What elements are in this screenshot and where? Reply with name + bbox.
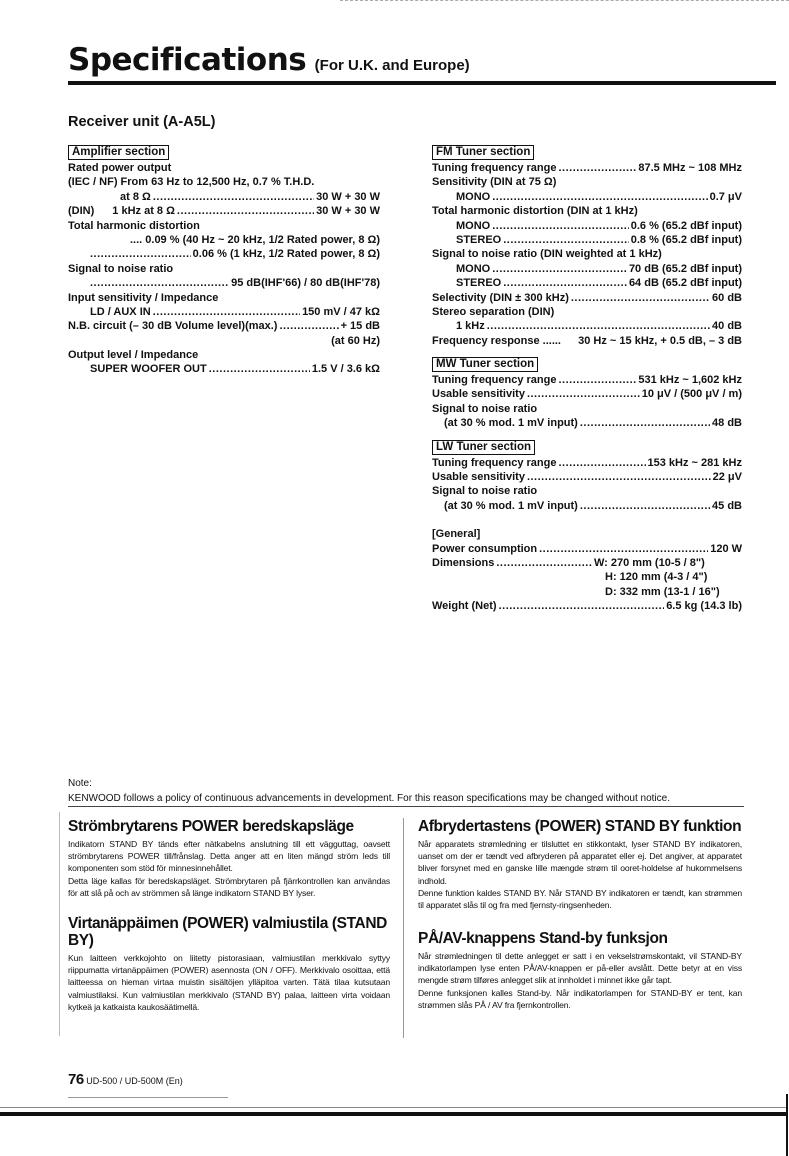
snr-value: 95 dB(IHF'66) / 80 dB(IHF'78) xyxy=(231,277,380,290)
input-heading: Input sensitivity / Impedance xyxy=(68,291,219,304)
leader-dots xyxy=(527,470,711,484)
nb-circuit-value: + 15 dB xyxy=(340,320,380,333)
spec-row-fm-sens-mono xyxy=(432,190,742,204)
leader-dots xyxy=(499,599,665,613)
fm-thd-stereo-value: 0.8 % (65.2 dBf input) xyxy=(630,233,742,246)
spec-row-snr xyxy=(68,276,380,290)
mw-snr-value: 48 dB xyxy=(712,417,742,430)
spec-row-mw-snr xyxy=(432,416,742,430)
power-consumption-label: Power consumption xyxy=(432,542,538,555)
amplifier-spec-block xyxy=(68,145,380,377)
swedish-title: Strömbrytarens POWER beredskapsläge xyxy=(68,818,354,835)
fm-stereo-sep-heading: Stereo separation (DIN) xyxy=(432,305,555,318)
spec-row-nb-circuit xyxy=(68,319,380,333)
weight-label: Weight (Net) xyxy=(432,600,497,613)
leader-dots xyxy=(580,416,710,430)
spec-row-ld-aux xyxy=(68,305,380,319)
leader-dots xyxy=(580,499,710,513)
page-title-text: Specifications xyxy=(68,42,307,78)
dimensions-label: Dimensions xyxy=(432,556,495,569)
bottom-thick-rule xyxy=(0,1112,787,1116)
leader-dots xyxy=(153,305,300,319)
super-woofer-value: 1.5 V / 3.6 kΩ xyxy=(311,363,380,376)
thd2-value: 0.06 % (1 kHz, 1/2 Rated power, 8 Ω) xyxy=(192,248,380,261)
leader-dots xyxy=(492,190,707,204)
fm-snr-heading: Signal to noise ratio (DIN weighted at 1 kHz) xyxy=(432,248,662,261)
leader-dots xyxy=(279,319,338,333)
danish-title: Afbrydertastens (POWER) STAND BY funktion xyxy=(418,818,742,835)
fm-snr-mono-label: MONO xyxy=(456,262,491,275)
leader-dots xyxy=(492,219,629,233)
lw-tuning-label: Tuning frequency range xyxy=(432,456,557,469)
spec-row-lw-tuning xyxy=(432,456,742,470)
danish-paragraph-2: Denne funktion kaldes STAND BY. Når STAND BY indikatoren er tændt, kan strømmen til apparatet slås til og fra med fjernsty-ringsenheden. xyxy=(418,887,742,911)
power-consumption-value: 120 W xyxy=(710,542,742,555)
lw-snr-value: 45 dB xyxy=(712,499,742,512)
ld-aux-value: 150 mV / 47 kΩ xyxy=(302,305,380,318)
leader-dots xyxy=(539,542,708,556)
weight-value: 6.5 kg (14.3 lb) xyxy=(666,600,742,613)
thd1-value: (40 Hz ~ 20 kHz, 1/2 Rated power, 8 Ω) xyxy=(182,233,380,246)
fm-sep-value: 40 dB xyxy=(712,320,742,333)
rated-power-heading: Rated power output xyxy=(68,162,172,174)
finnish-paragraph-1: Kun laitteen verkkojohto on liitetty pistorasiaan, valmiustilan merkkivalo syttyy riippumatta virtanäppäimen (POWER) asennosta (ON / OFF). Merkkivalo osoittaa, että laitteessa on hieman virtaa muistin sisältöjen ylläpitoa varten. Tätä tilaa kutsutaan valmiustilaksi. Kun valmiustilan merkkivalo (STAND BY) palaa, laitteen virta voidaan kytkeä ja katkaista kaukosäätimellä. xyxy=(68,953,390,1012)
footer-rule xyxy=(68,1097,228,1098)
dimensions-width: W: 270 mm (10-5 / 8") xyxy=(594,556,705,569)
fm-section-heading: FM Tuner section xyxy=(432,145,534,160)
fm-selectivity-label: Selectivity (DIN ± 300 kHz) xyxy=(432,291,569,304)
mw-snr-heading: Signal to noise ratio xyxy=(432,402,538,415)
spec-row-fm-snr-stereo xyxy=(432,276,742,290)
fm-sep-label: 1 kHz xyxy=(456,320,485,333)
spec-row-mw-tuning xyxy=(432,373,742,387)
iec-line: (IEC / NF) From 63 Hz to 12,500 Hz, 0.7 % T.H.D. xyxy=(68,176,315,189)
note-rule xyxy=(68,806,744,807)
spec-row-super-woofer xyxy=(68,362,380,376)
at8-value: 30 W + 30 W xyxy=(316,190,380,203)
norwegian-title: PÅ/AV-knappens Stand-by funksjon xyxy=(418,930,668,947)
at8-label: at 8 Ω xyxy=(120,190,151,203)
nb-circuit-label: N.B. circuit (– 30 dB Volume level)(max.) xyxy=(68,320,278,333)
din-prefix: (DIN) xyxy=(68,205,95,218)
din-label xyxy=(68,204,175,218)
spec-row-thd2 xyxy=(68,247,380,261)
mw-usable-value: 10 μV / (500 μV / m) xyxy=(641,388,742,401)
leader-dots xyxy=(487,319,710,333)
amplifier-section-heading: Amplifier section xyxy=(68,145,169,160)
danish-paragraph-1: Når apparatets strømledning er tilsluttet en stikkontakt, lyser STAND BY indikatoren, uanset om der er tændt ved afbryderen på apparatet eller ej. Det angiver, at apparatet bliver forsynet med en ganske lille mængde strøm til ooret-holdelse af hukommelsens indhold. xyxy=(418,839,742,886)
spec-row-fm-sep-1khz xyxy=(432,319,742,333)
mw-section-heading: MW Tuner section xyxy=(432,357,538,372)
mw-tuning-value: 531 kHz ~ 1,602 kHz xyxy=(638,374,742,387)
finnish-title: Virtanäppäimen (POWER) valmiustila (STAND BY) xyxy=(68,915,387,949)
norwegian-standby-box xyxy=(418,930,742,1011)
ld-aux-label: LD / AUX IN xyxy=(90,305,151,318)
spec-row-power-consumption xyxy=(432,542,742,556)
fm-sens-mono-value: 0.7 μV xyxy=(709,190,742,203)
bottom-thin-rule xyxy=(0,1107,787,1108)
lw-snr-heading: Signal to noise ratio xyxy=(432,485,538,498)
spec-row-at8 xyxy=(68,190,380,204)
swedish-paragraph-2: Detta läge kallas för beredskapsläget. Strömbrytaren på fjärrkontrollen kan användas för att slå på och av strömmen så länge indikatorn STAND BY lyser. xyxy=(68,875,390,898)
mw-tuning-label: Tuning frequency range xyxy=(432,374,557,387)
tuner-spec-block xyxy=(432,145,742,614)
fm-thd-heading: Total harmonic distortion (DIN at 1 kHz) xyxy=(432,205,638,218)
page-title xyxy=(68,42,470,78)
leader-dots xyxy=(571,291,710,305)
dimensions-depth: D: 332 mm (13-1 / 16") xyxy=(605,585,720,598)
swedish-paragraph-1: Indikatorn STAND BY tänds efter nätkabelns anslutning till ett vägguttag, oavsett strömbrytarens POWER till/frånslag. Detta anger att en liten mängd ström leds till komponenten som stöd för minnesinnehållet. xyxy=(68,839,390,874)
mw-snr-label: (at 30 % mod. 1 mV input) xyxy=(444,417,578,430)
fm-thd-mono-value: 0.6 % (65.2 dBf input) xyxy=(630,219,742,232)
mw-usable-label: Usable sensitivity xyxy=(432,388,525,401)
spec-row-lw-snr xyxy=(432,499,742,513)
output-heading: Output level / Impedance xyxy=(68,349,199,362)
nb-circuit-at: (at 60 Hz) xyxy=(331,334,380,347)
leader-dots xyxy=(90,247,191,261)
spec-row-dimensions xyxy=(432,556,742,570)
leader-dots xyxy=(503,233,629,247)
spec-row-fm-tuning xyxy=(432,161,742,175)
leader-dots xyxy=(209,362,310,376)
top-scan-dash xyxy=(340,0,789,2)
spec-row-fm-thd-stereo xyxy=(432,233,742,247)
spec-row-lw-usable xyxy=(432,470,742,484)
spec-row-mw-usable xyxy=(432,387,742,401)
swedish-standby-box xyxy=(68,818,390,899)
din-condition: 1 kHz at 8 Ω xyxy=(112,205,175,218)
leader-dots xyxy=(558,161,636,175)
leader-dots xyxy=(527,387,640,401)
spec-row-weight xyxy=(432,599,742,613)
leader-dots xyxy=(558,456,645,470)
spec-row-fm-freq-response xyxy=(432,334,742,348)
fm-selectivity-value: 60 dB xyxy=(712,291,742,304)
fm-tuning-value: 87.5 MHz ~ 108 MHz xyxy=(638,162,742,174)
spec-row-fm-thd-mono xyxy=(432,219,742,233)
note-text: KENWOOD follows a policy of continuous advancements in development. For this reason specifications may be changed without notice. xyxy=(68,793,670,804)
leader-dots xyxy=(496,556,592,570)
page-subtitle: (For U.K. and Europe) xyxy=(314,57,470,74)
danish-standby-box xyxy=(418,818,742,911)
spec-row-din xyxy=(68,204,380,218)
leader-dots xyxy=(177,204,314,218)
fm-thd-mono-label: MONO xyxy=(456,219,491,232)
din-value: 30 W + 30 W xyxy=(316,205,380,218)
note-label: Note: xyxy=(68,778,92,789)
fm-tuning-label: Tuning frequency range xyxy=(432,162,557,174)
leader-dots xyxy=(90,276,229,290)
general-heading: [General] xyxy=(432,528,481,541)
unit-title: Receiver unit (A-A5L) xyxy=(68,114,216,130)
lw-tuning-value: 153 kHz ~ 281 kHz xyxy=(647,456,742,469)
leader-dots xyxy=(558,373,636,387)
finnish-standby-box xyxy=(68,915,390,1013)
scan-edge-mark xyxy=(786,1094,788,1156)
snr-heading: Signal to noise ratio xyxy=(68,262,174,275)
model-code: UD-500 / UD-500M (En) xyxy=(86,1076,183,1086)
thd-line-1 xyxy=(68,233,380,247)
spec-row-fm-snr-mono xyxy=(432,262,742,276)
fm-thd-stereo-label: STEREO xyxy=(456,233,502,246)
norwegian-paragraph-1: Når strømledningen til dette anlegget er satt i en vekselstrømskontakt, vil STAND-BY indikatorlampen lyse enten PÅ/AV-knappen er på-eller avslått. Dette betyr at en viss mengde strøm tilføres anlegget slik at innholdet i minnet ikke går tapt. xyxy=(418,951,742,986)
lw-snr-label: (at 30 % mod. 1 mV input) xyxy=(444,499,578,512)
dimensions-height: H: 120 mm (4-3 / 4") xyxy=(605,571,708,584)
leader-dots xyxy=(492,262,627,276)
leader-dots xyxy=(503,276,627,290)
spec-row-fm-selectivity xyxy=(432,291,742,305)
title-rule xyxy=(68,81,776,85)
page-number: 76 xyxy=(68,1071,84,1088)
fm-freq-label: Frequency response ...... xyxy=(432,334,561,347)
fm-freq-value: 30 Hz ~ 15 kHz, + 0.5 dB, – 3 dB xyxy=(578,334,742,347)
lw-section-heading: LW Tuner section xyxy=(432,440,535,455)
fm-snr-stereo-value: 64 dB (65.2 dBf input) xyxy=(628,277,742,290)
note-block xyxy=(68,776,744,806)
thd-heading: Total harmonic distortion xyxy=(68,219,200,232)
thd1-label: .... 0.09 % xyxy=(129,233,180,246)
super-woofer-label: SUPER WOOFER OUT xyxy=(90,363,207,376)
lw-usable-label: Usable sensitivity xyxy=(432,471,525,484)
column-divider xyxy=(403,818,404,1038)
fm-snr-stereo-label: STEREO xyxy=(456,277,502,290)
leader-dots xyxy=(153,190,314,204)
page-footer xyxy=(68,1071,183,1088)
frame-line xyxy=(59,812,60,1036)
lw-usable-value: 22 μV xyxy=(712,471,742,484)
fm-sens-mono-label: MONO xyxy=(456,190,491,203)
fm-sensitivity-heading: Sensitivity (DIN at 75 Ω) xyxy=(432,176,557,189)
fm-snr-mono-value: 70 dB (65.2 dBf input) xyxy=(628,262,742,275)
norwegian-paragraph-2: Denne funksjonen kalles Stand-by. Når indikatorlampen for STAND-BY er tent, kan strømmen slås PÅ / AV fra fjernkontrollen. xyxy=(418,987,742,1010)
